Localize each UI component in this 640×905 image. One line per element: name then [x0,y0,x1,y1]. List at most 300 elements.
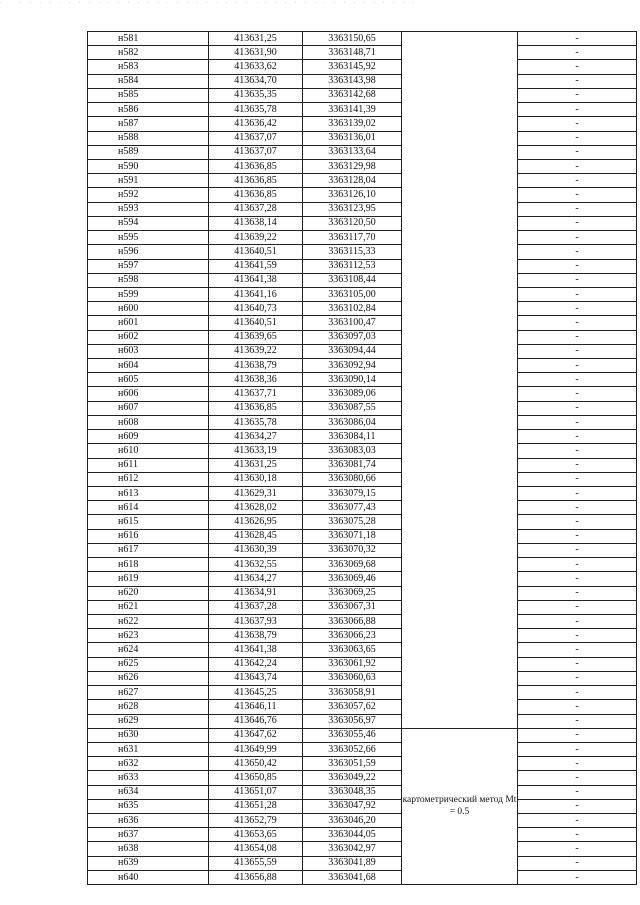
note-cell: - [518,586,637,600]
point-name-cell: н619 [88,572,209,586]
table-row [88,558,637,572]
x-coordinate-cell: 413649,99 [209,742,303,756]
x-coordinate-cell: 413653,65 [209,828,303,842]
note-cell: - [518,415,637,429]
point-name-cell: н633 [88,771,209,785]
x-coordinate-cell: 413634,91 [209,586,303,600]
table-row [88,188,637,202]
y-coordinate-cell: 3363142,68 [303,88,402,102]
note-cell: - [518,771,637,785]
scan-artifact: · · · · · · · · · · · · · · · · · · · · · · · · · · · · · · · · · · · · · · · · · · · [0,0,418,7]
point-name-cell: н597 [88,259,209,273]
x-coordinate-cell: 413640,73 [209,302,303,316]
point-name-cell: н640 [88,870,209,884]
note-cell: - [518,600,637,614]
y-coordinate-cell: 3363129,98 [303,159,402,173]
y-coordinate-cell: 3363112,53 [303,259,402,273]
point-name-cell: н626 [88,671,209,685]
note-cell: - [518,572,637,586]
y-coordinate-cell: 3363049,22 [303,771,402,785]
note-cell: - [518,216,637,230]
y-coordinate-cell: 3363136,01 [303,131,402,145]
point-name-cell: н603 [88,344,209,358]
point-name-cell: н582 [88,46,209,60]
y-coordinate-cell: 3363056,97 [303,714,402,728]
table-row [88,202,637,216]
y-coordinate-cell: 3363052,66 [303,742,402,756]
point-name-cell: н598 [88,273,209,287]
table-row [88,259,637,273]
x-coordinate-cell: 413650,85 [209,771,303,785]
note-cell: - [518,757,637,771]
y-coordinate-cell: 3363115,33 [303,245,402,259]
note-cell: - [518,430,637,444]
note-cell: - [518,856,637,870]
point-name-cell: н609 [88,430,209,444]
x-coordinate-cell: 413637,28 [209,202,303,216]
note-cell: - [518,159,637,173]
x-coordinate-cell: 413651,07 [209,785,303,799]
y-coordinate-cell: 3363092,94 [303,359,402,373]
note-cell: - [518,870,637,884]
x-coordinate-cell: 413639,65 [209,330,303,344]
x-coordinate-cell: 413633,19 [209,444,303,458]
point-name-cell: н637 [88,828,209,842]
point-name-cell: н623 [88,629,209,643]
x-coordinate-cell: 413646,76 [209,714,303,728]
note-cell: - [518,671,637,685]
y-coordinate-cell: 3363102,84 [303,302,402,316]
table-row [88,828,637,842]
note-cell: - [518,302,637,316]
table-row [88,686,637,700]
x-coordinate-cell: 413646,11 [209,700,303,714]
table-row [88,572,637,586]
table-row [88,785,637,799]
point-name-cell: н595 [88,231,209,245]
x-coordinate-cell: 413637,71 [209,387,303,401]
y-coordinate-cell: 3363145,92 [303,60,402,74]
point-name-cell: н593 [88,202,209,216]
y-coordinate-cell: 3363126,10 [303,188,402,202]
y-coordinate-cell: 3363117,70 [303,231,402,245]
table-row [88,430,637,444]
point-name-cell: н591 [88,174,209,188]
note-cell: - [518,287,637,301]
note-cell: - [518,88,637,102]
x-coordinate-cell: 413641,38 [209,643,303,657]
note-cell: - [518,273,637,287]
note-cell: - [518,145,637,159]
table-row [88,472,637,486]
point-name-cell: н606 [88,387,209,401]
y-coordinate-cell: 3363071,18 [303,529,402,543]
y-coordinate-cell: 3363094,44 [303,344,402,358]
point-name-cell: н583 [88,60,209,74]
note-cell: - [518,728,637,742]
point-name-cell: н616 [88,529,209,543]
point-name-cell: н600 [88,302,209,316]
note-cell: - [518,316,637,330]
y-coordinate-cell: 3363058,91 [303,686,402,700]
point-name-cell: н613 [88,487,209,501]
table-row [88,799,637,813]
table-row [88,32,637,46]
note-cell: - [518,785,637,799]
x-coordinate-cell: 413639,22 [209,231,303,245]
x-coordinate-cell: 413638,36 [209,373,303,387]
y-coordinate-cell: 3363061,92 [303,657,402,671]
x-coordinate-cell: 413638,79 [209,629,303,643]
table-row [88,842,637,856]
point-name-cell: н622 [88,614,209,628]
x-coordinate-cell: 413637,07 [209,145,303,159]
note-cell: - [518,60,637,74]
x-coordinate-cell: 413630,39 [209,543,303,557]
point-name-cell: н610 [88,444,209,458]
y-coordinate-cell: 3363100,47 [303,316,402,330]
x-coordinate-cell: 413631,90 [209,46,303,60]
table-row [88,316,637,330]
y-coordinate-cell: 3363087,55 [303,401,402,415]
x-coordinate-cell: 413650,42 [209,757,303,771]
point-name-cell: н629 [88,714,209,728]
y-coordinate-cell: 3363077,43 [303,501,402,515]
table-row [88,529,637,543]
table-row [88,487,637,501]
table-row [88,671,637,685]
point-name-cell: н628 [88,700,209,714]
note-cell: - [518,188,637,202]
note-cell: - [518,74,637,88]
point-name-cell: н602 [88,330,209,344]
x-coordinate-cell: 413656,88 [209,870,303,884]
y-coordinate-cell: 3363128,04 [303,174,402,188]
x-coordinate-cell: 413640,51 [209,316,303,330]
x-coordinate-cell: 413654,08 [209,842,303,856]
y-coordinate-cell: 3363048,35 [303,785,402,799]
x-coordinate-cell: 413634,27 [209,430,303,444]
y-coordinate-cell: 3363148,71 [303,46,402,60]
y-coordinate-cell: 3363084,11 [303,430,402,444]
point-name-cell: н630 [88,728,209,742]
x-coordinate-cell: 413636,85 [209,174,303,188]
y-coordinate-cell: 3363067,31 [303,600,402,614]
note-cell: - [518,103,637,117]
point-name-cell: н612 [88,472,209,486]
note-cell: - [518,330,637,344]
y-coordinate-cell: 3363060,63 [303,671,402,685]
note-cell: - [518,814,637,828]
x-coordinate-cell: 413652,79 [209,814,303,828]
y-coordinate-cell: 3363133,64 [303,145,402,159]
note-cell: - [518,231,637,245]
table-row [88,614,637,628]
y-coordinate-cell: 3363143,98 [303,74,402,88]
table-row [88,88,637,102]
point-name-cell: н621 [88,600,209,614]
table-row [88,586,637,600]
table-row [88,302,637,316]
point-name-cell: н588 [88,131,209,145]
note-cell: - [518,472,637,486]
x-coordinate-cell: 413635,35 [209,88,303,102]
note-cell: - [518,742,637,756]
point-name-cell: н615 [88,515,209,529]
table-row [88,742,637,756]
coordinates-table [87,31,637,885]
x-coordinate-cell: 413631,25 [209,458,303,472]
table-row [88,600,637,614]
point-name-cell: н625 [88,657,209,671]
y-coordinate-cell: 3363066,88 [303,614,402,628]
y-coordinate-cell: 3363081,74 [303,458,402,472]
note-cell: - [518,387,637,401]
table-row [88,46,637,60]
y-coordinate-cell: 3363041,89 [303,856,402,870]
y-coordinate-cell: 3363141,39 [303,103,402,117]
point-name-cell: н584 [88,74,209,88]
x-coordinate-cell: 413636,85 [209,159,303,173]
point-name-cell: н601 [88,316,209,330]
x-coordinate-cell: 413638,79 [209,359,303,373]
note-cell: - [518,46,637,60]
y-coordinate-cell: 3363044,05 [303,828,402,842]
x-coordinate-cell: 413637,28 [209,600,303,614]
point-name-cell: н587 [88,117,209,131]
table-row [88,216,637,230]
note-cell: - [518,174,637,188]
y-coordinate-cell: 3363063,65 [303,643,402,657]
note-cell: - [518,401,637,415]
table-row [88,373,637,387]
x-coordinate-cell: 413647,62 [209,728,303,742]
x-coordinate-cell: 413641,16 [209,287,303,301]
table-row [88,444,637,458]
point-name-cell: н596 [88,245,209,259]
note-cell: - [518,799,637,813]
x-coordinate-cell: 413642,24 [209,657,303,671]
point-name-cell: н611 [88,458,209,472]
table-row [88,117,637,131]
x-coordinate-cell: 413635,78 [209,103,303,117]
determination-method-cell: картометрический метод Mt = 0.5 [402,728,518,884]
point-name-cell: н599 [88,287,209,301]
point-name-cell: н581 [88,32,209,46]
table-row [88,728,637,742]
point-name-cell: н638 [88,842,209,856]
x-coordinate-cell: 413632,55 [209,558,303,572]
x-coordinate-cell: 413636,85 [209,401,303,415]
note-cell: - [518,686,637,700]
point-name-cell: н627 [88,686,209,700]
point-name-cell: н605 [88,373,209,387]
point-name-cell: н604 [88,359,209,373]
x-coordinate-cell: 413651,28 [209,799,303,813]
note-cell: - [518,842,637,856]
x-coordinate-cell: 413636,85 [209,188,303,202]
note-cell: - [518,629,637,643]
point-name-cell: н586 [88,103,209,117]
table-row [88,145,637,159]
x-coordinate-cell: 413641,59 [209,259,303,273]
x-coordinate-cell: 413631,25 [209,32,303,46]
table-row [88,174,637,188]
note-cell: - [518,700,637,714]
table-row [88,771,637,785]
point-name-cell: н632 [88,757,209,771]
note-cell: - [518,202,637,216]
x-coordinate-cell: 413639,22 [209,344,303,358]
y-coordinate-cell: 3363089,06 [303,387,402,401]
point-name-cell: н639 [88,856,209,870]
table-row [88,700,637,714]
y-coordinate-cell: 3363108,44 [303,273,402,287]
note-cell: - [518,558,637,572]
y-coordinate-cell: 3363150,65 [303,32,402,46]
point-name-cell: н594 [88,216,209,230]
note-cell: - [518,444,637,458]
y-coordinate-cell: 3363120,50 [303,216,402,230]
note-cell: - [518,543,637,557]
table-row [88,159,637,173]
x-coordinate-cell: 413629,31 [209,487,303,501]
note-cell: - [518,458,637,472]
x-coordinate-cell: 413637,93 [209,614,303,628]
table-row [88,60,637,74]
y-coordinate-cell: 3363086,04 [303,415,402,429]
note-cell: - [518,32,637,46]
note-cell: - [518,614,637,628]
table-row [88,814,637,828]
table-row [88,287,637,301]
note-cell: - [518,117,637,131]
y-coordinate-cell: 3363042,97 [303,842,402,856]
x-coordinate-cell: 413645,25 [209,686,303,700]
point-name-cell: н618 [88,558,209,572]
y-coordinate-cell: 3363139,02 [303,117,402,131]
x-coordinate-cell: 413628,45 [209,529,303,543]
table-row [88,629,637,643]
x-coordinate-cell: 413635,78 [209,415,303,429]
x-coordinate-cell: 413641,38 [209,273,303,287]
table-row [88,359,637,373]
table-row [88,657,637,671]
y-coordinate-cell: 3363083,03 [303,444,402,458]
y-coordinate-cell: 3363046,20 [303,814,402,828]
note-cell: - [518,714,637,728]
table-row [88,273,637,287]
point-name-cell: н589 [88,145,209,159]
point-name-cell: н634 [88,785,209,799]
point-name-cell: н635 [88,799,209,813]
x-coordinate-cell: 413636,42 [209,117,303,131]
point-name-cell: н592 [88,188,209,202]
table-row [88,131,637,145]
note-cell: - [518,529,637,543]
x-coordinate-cell: 413637,07 [209,131,303,145]
table-row [88,415,637,429]
y-coordinate-cell: 3363123,95 [303,202,402,216]
table-row [88,231,637,245]
note-cell: - [518,359,637,373]
y-coordinate-cell: 3363069,68 [303,558,402,572]
table-row [88,870,637,884]
note-cell: - [518,373,637,387]
y-coordinate-cell: 3363041,68 [303,870,402,884]
note-cell: - [518,259,637,273]
y-coordinate-cell: 3363066,23 [303,629,402,643]
table-row [88,643,637,657]
y-coordinate-cell: 3363051,59 [303,757,402,771]
x-coordinate-cell: 413640,51 [209,245,303,259]
x-coordinate-cell: 413638,14 [209,216,303,230]
note-cell: - [518,131,637,145]
note-cell: - [518,344,637,358]
table-row [88,330,637,344]
point-name-cell: н608 [88,415,209,429]
y-coordinate-cell: 3363057,62 [303,700,402,714]
point-name-cell: н620 [88,586,209,600]
coordinates-table-body [88,32,637,885]
x-coordinate-cell: 413634,27 [209,572,303,586]
x-coordinate-cell: 413643,74 [209,671,303,685]
determination-method-cell [402,32,518,729]
table-row [88,501,637,515]
note-cell: - [518,828,637,842]
table-row [88,714,637,728]
note-cell: - [518,643,637,657]
table-row [88,344,637,358]
point-name-cell: н631 [88,742,209,756]
note-cell: - [518,515,637,529]
table-row [88,387,637,401]
y-coordinate-cell: 3363080,66 [303,472,402,486]
y-coordinate-cell: 3363047,92 [303,799,402,813]
point-name-cell: н607 [88,401,209,415]
x-coordinate-cell: 413634,70 [209,74,303,88]
point-name-cell: н624 [88,643,209,657]
x-coordinate-cell: 413630,18 [209,472,303,486]
y-coordinate-cell: 3363069,25 [303,586,402,600]
x-coordinate-cell: 413628,02 [209,501,303,515]
point-name-cell: н617 [88,543,209,557]
x-coordinate-cell: 413655,59 [209,856,303,870]
y-coordinate-cell: 3363070,32 [303,543,402,557]
y-coordinate-cell: 3363069,46 [303,572,402,586]
y-coordinate-cell: 3363090,14 [303,373,402,387]
point-name-cell: н636 [88,814,209,828]
table-row [88,74,637,88]
note-cell: - [518,487,637,501]
x-coordinate-cell: 413633,62 [209,60,303,74]
table-row [88,103,637,117]
y-coordinate-cell: 3363075,28 [303,515,402,529]
table-row [88,458,637,472]
point-name-cell: н590 [88,159,209,173]
y-coordinate-cell: 3363105,00 [303,287,402,301]
y-coordinate-cell: 3363097,03 [303,330,402,344]
table-row [88,543,637,557]
table-row [88,757,637,771]
table-row [88,515,637,529]
y-coordinate-cell: 3363055,46 [303,728,402,742]
table-row [88,856,637,870]
point-name-cell: н585 [88,88,209,102]
note-cell: - [518,501,637,515]
x-coordinate-cell: 413626,95 [209,515,303,529]
note-cell: - [518,657,637,671]
